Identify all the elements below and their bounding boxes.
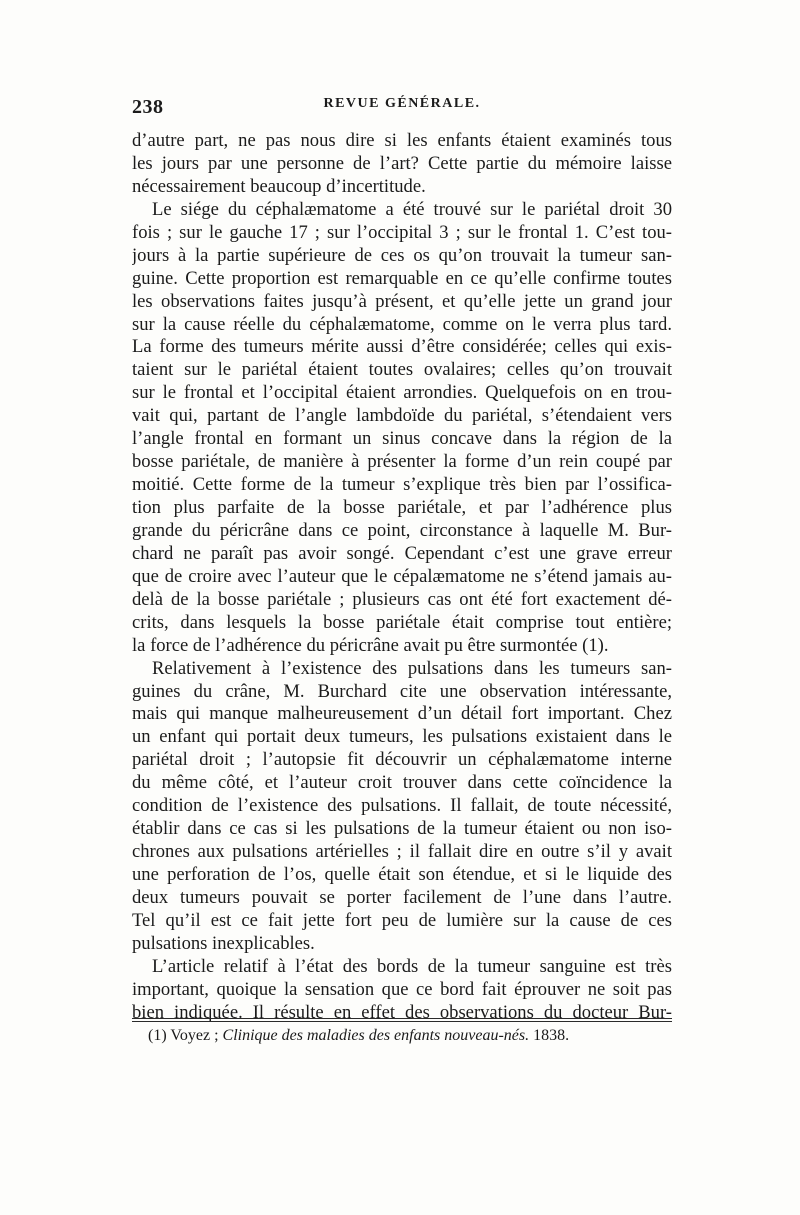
body-text xyxy=(132,130,672,1025)
text-line: chard ne paraît pas avoir songé. Cependant c’est une grave erreur xyxy=(132,542,672,564)
footnote-year: 1838. xyxy=(533,1027,570,1044)
text-line: guines du crâne, M. Burchard cite une observation intéressante, xyxy=(132,680,672,702)
text-line: delà de la bosse pariétale ; plusieurs cas ont été fort exactement dé- xyxy=(132,588,672,610)
footnote-title: Clinique des maladies des enfants nouveau-nés. xyxy=(222,1027,530,1044)
text-line: taient sur le pariétal étaient toutes ovalaires; celles qu’on trouvait xyxy=(132,359,672,381)
text-line: L’article relatif à l’état des bords de la tumeur sanguine est très xyxy=(152,955,672,977)
text-line: du même côté, et l’auteur croit trouver dans cette coïncidence la xyxy=(132,772,672,794)
text-line: deux tumeurs pouvait se porter facilement de l’une dans l’autre. xyxy=(132,886,672,908)
footnote-rule xyxy=(132,1021,672,1022)
text-line: grande du péricrâne dans ce point, circonstance à laquelle M. Bur- xyxy=(132,519,672,541)
footnote-rule xyxy=(132,1018,672,1019)
page-header xyxy=(132,96,672,126)
text-line: tion plus parfaite de la bosse pariétale, et par l’adhérence plus xyxy=(132,497,672,518)
text-line: bien indiquée. Il résulte en effet des observations du docteur Bur- xyxy=(132,1001,672,1023)
running-title: REVUE GÉNÉRALE. xyxy=(323,96,481,111)
text-line: la force de l’adhérence du péricrâne avait pu être surmontée (1). xyxy=(132,634,609,656)
text-line: Relativement à l’existence des pulsations dans les tumeurs san- xyxy=(152,657,672,679)
text-line: nécessairement beaucoup d’incertitude. xyxy=(132,175,426,197)
text-line: Le siége du céphalæmatome a été trouvé sur le pariétal droit 30 xyxy=(152,198,672,220)
text-line: moitié. Cette forme de la tumeur s’explique très bien par l’ossifica- xyxy=(132,474,672,496)
text-line: établir dans ce cas si les pulsations de la tumeur étaient ou non iso- xyxy=(132,818,672,840)
footnote-marker: (1) Voyez ; xyxy=(148,1027,219,1044)
text-line: vait qui, partant de l’angle lambdoïde du pariétal, s’étendaient vers xyxy=(132,405,672,427)
text-line: La forme des tumeurs mérite aussi d’être considérée; celles qui exis- xyxy=(132,336,672,358)
text-line: bosse pariétale, de manière à présenter la forme d’un rein coupé par xyxy=(132,451,672,473)
text-line: crits, dans lesquels la bosse pariétale était comprise tout entière; xyxy=(132,611,672,633)
text-line: sur la cause réelle du céphalæmatome, comme on le verra plus tard. xyxy=(132,313,672,335)
text-line: un enfant qui portait deux tumeurs, les pulsations existaient dans le xyxy=(132,726,672,748)
text-line: fois ; sur le gauche 17 ; sur l’occipital 3 ; sur le frontal 1. C’est tou- xyxy=(132,221,672,243)
text-line: condition de l’existence des pulsations. Il fallait, de toute nécessité, xyxy=(132,795,672,817)
text-line: les jours par une personne de l’art? Cette partie du mémoire laisse xyxy=(132,152,672,174)
text-line: important, quoique la sensation que ce bord fait éprouver ne soit pas xyxy=(132,978,672,1000)
text-line: pulsations inexplicables. xyxy=(132,932,315,954)
footnote xyxy=(148,1025,672,1047)
text-line: Tel qu’il est ce fait jette fort peu de lumière sur la cause de ces xyxy=(132,909,672,931)
text-line: guine. Cette proportion est remarquable en ce qu’elle confirme toutes xyxy=(132,267,672,289)
text-line: l’angle frontal en formant un sinus concave dans la région de la xyxy=(132,428,672,450)
text-line: une perforation de l’os, quelle était son étendue, et si le liquide des xyxy=(132,864,672,885)
text-line: les observations faites jusqu’à présent, et qu’elle jette un grand jour xyxy=(132,290,672,312)
text-line: pariétal droit ; l’autopsie fit découvrir un céphalæmatome interne xyxy=(132,749,672,771)
text-line: chrones aux pulsations artérielles ; il fallait dire en outre s’il y avait xyxy=(132,841,672,863)
page-number: 238 xyxy=(132,96,164,118)
text-line: jours à la partie supérieure de ces os qu’on trouvait la tumeur san- xyxy=(132,244,672,266)
text-line: sur le frontal et l’occipital étaient arrondies. Quelquefois on en trou- xyxy=(132,382,672,404)
text-line: d’autre part, ne pas nous dire si les enfants étaient examinés tous xyxy=(132,130,672,151)
text-line: que de croire avec l’auteur que le cépalæmatome ne s’étend jamais au- xyxy=(132,565,672,587)
text-line: mais qui manque malheureusement d’un détail fort important. Chez xyxy=(132,703,672,725)
